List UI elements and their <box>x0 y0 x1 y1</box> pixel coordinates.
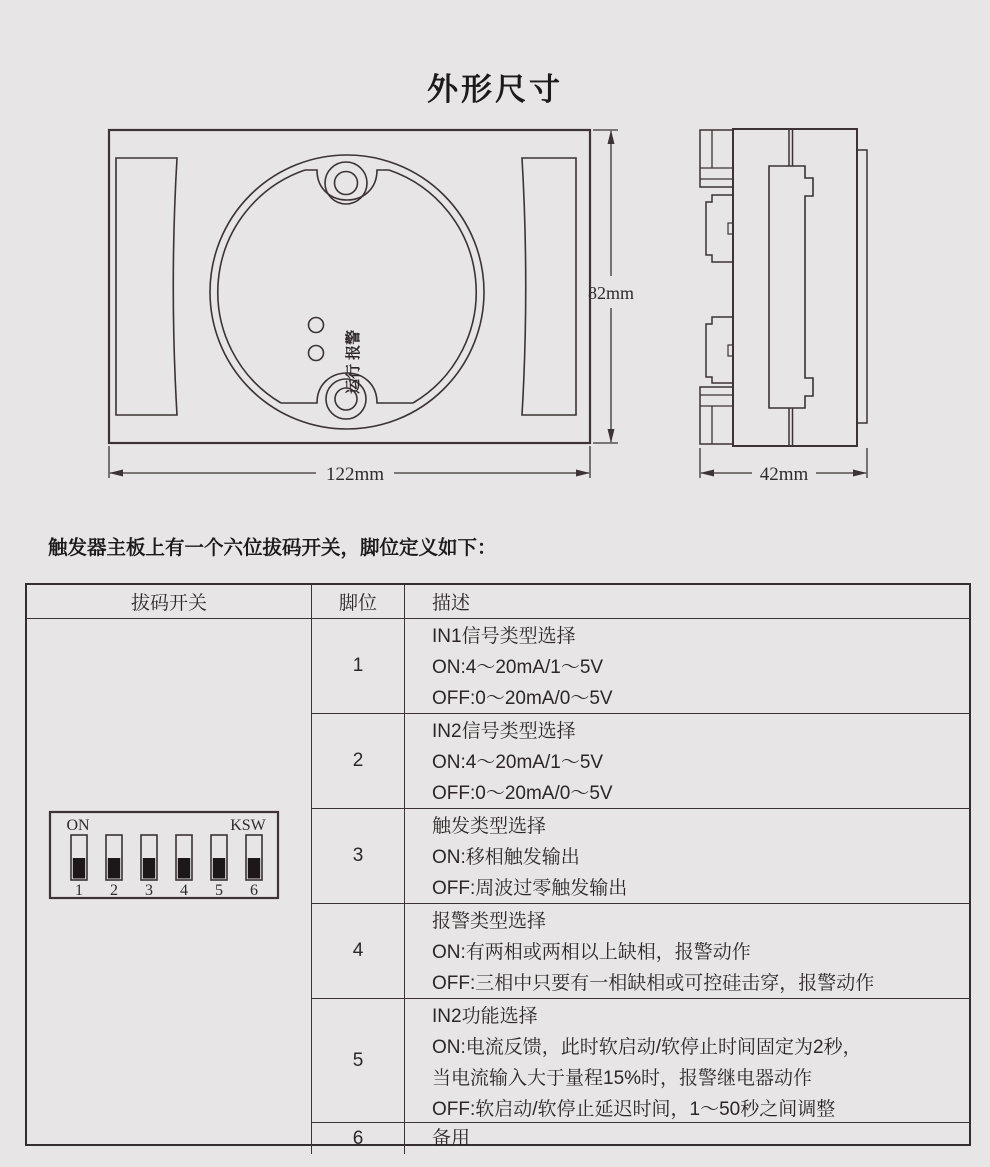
pin-description <box>405 904 969 999</box>
pin-number: 3 <box>312 809 405 904</box>
desc-line: ON:4～20mA/1～5V <box>432 657 604 678</box>
pin-description <box>405 1123 969 1154</box>
front-right-slot <box>522 158 576 415</box>
dip-number-6: 6 <box>250 882 258 899</box>
front-top-screw-inner <box>335 172 358 195</box>
header-dip-switch: 拔码开关 <box>27 585 312 619</box>
desc-line: 触发类型选择 <box>432 816 547 837</box>
desc-line: OFF:三相中只要有一相缺相或可控硅击穿，报警动作 <box>432 973 875 994</box>
dip-lever-6-handle <box>248 858 260 879</box>
front-left-slot <box>116 158 177 415</box>
side-din-slot <box>769 166 813 408</box>
page-title: 外形尺寸 <box>427 72 563 107</box>
led-alarm-indicator <box>309 318 324 333</box>
dip-number-3: 3 <box>145 882 153 899</box>
intro-text: 触发器主板上有一个六位拔码开关，脚位定义如下： <box>48 537 497 559</box>
dip-lever-2-handle <box>108 858 120 879</box>
dim-arrow-left <box>109 470 123 477</box>
desc-line: IN2功能选择 <box>432 1006 538 1027</box>
led-run-indicator <box>309 346 324 361</box>
front-top-ear <box>305 170 389 200</box>
width-dimension-label: 122mm <box>325 464 385 485</box>
side-divider-lines <box>789 129 793 446</box>
dim-arrow-down <box>608 429 615 443</box>
desc-line: 报警类型选择 <box>432 911 547 932</box>
terminal-connector-lower <box>706 317 733 383</box>
dip-lever-4-handle <box>178 858 190 879</box>
dip-on-label: ON <box>66 817 90 834</box>
dip-number-5: 5 <box>215 882 223 899</box>
dip-switch-numbers <box>75 882 258 899</box>
side-terminal-blocks <box>700 130 733 444</box>
pin-number: 1 <box>312 619 405 714</box>
pin-description <box>405 999 969 1123</box>
height-dimension-label: 82mm <box>587 283 635 303</box>
side-right-plate <box>857 150 867 423</box>
front-cover-inner-arc-left <box>218 170 305 403</box>
pin-number: 4 <box>312 904 405 999</box>
dim-arrow-right <box>853 470 867 477</box>
dip-switch-diagram <box>48 810 280 900</box>
front-view-drawing <box>106 126 666 486</box>
header-description: 描述 <box>405 585 969 619</box>
pin-description <box>405 809 969 904</box>
desc-line: OFF:0～20mA/0～5V <box>432 783 613 804</box>
dip-number-1: 1 <box>75 882 83 899</box>
dip-number-4: 4 <box>180 882 188 899</box>
desc-line: 当电流输入大于量程15%时，报警继电器动作 <box>432 1068 813 1089</box>
side-view-drawing <box>690 126 880 486</box>
dip-lever-1-handle <box>73 858 85 879</box>
pin-description <box>405 619 969 714</box>
pin-number: 6 <box>312 1123 405 1154</box>
front-cover-inner-arc-right <box>389 170 476 403</box>
pin-number: 2 <box>312 714 405 809</box>
desc-line: ON:有两相或两相以上缺相，报警动作 <box>432 942 751 963</box>
desc-line: ON:电流反馈，此时软启动/软停止时间固定为2秒， <box>432 1037 862 1058</box>
terminal-connector-upper <box>706 195 733 262</box>
desc-line: OFF:0～20mA/0～5V <box>432 688 613 709</box>
dim-arrow-up <box>608 130 615 144</box>
desc-line: ON:4～20mA/1～5V <box>432 752 604 773</box>
desc-line: 备用 <box>432 1128 471 1149</box>
desc-line: IN2信号类型选择 <box>432 721 576 742</box>
dip-number-2: 2 <box>110 882 118 899</box>
dip-lever-5-handle <box>213 858 225 879</box>
side-body-outline <box>733 129 857 446</box>
front-top-screw-outer <box>325 162 367 204</box>
front-housing-outline <box>109 130 590 443</box>
pin-number: 5 <box>312 999 405 1123</box>
desc-line: OFF:软启动/软停止延迟时间，1～50秒之间调整 <box>432 1099 836 1120</box>
header-pin: 脚位 <box>312 585 405 619</box>
depth-dimension-label: 42mm <box>759 464 809 485</box>
dim-arrow-left <box>700 470 714 477</box>
desc-line: IN1信号类型选择 <box>432 626 576 647</box>
led-labels: 运行 报警 <box>345 329 362 394</box>
dim-arrow-right <box>576 470 590 477</box>
dip-ksw-label: KSW <box>230 817 266 834</box>
desc-line: ON:移相触发输出 <box>432 847 580 868</box>
dip-lever-3-handle <box>143 858 155 879</box>
pin-description <box>405 714 969 809</box>
desc-line: OFF:周波过零触发输出 <box>432 878 628 899</box>
dip-switch-levers <box>71 835 262 880</box>
